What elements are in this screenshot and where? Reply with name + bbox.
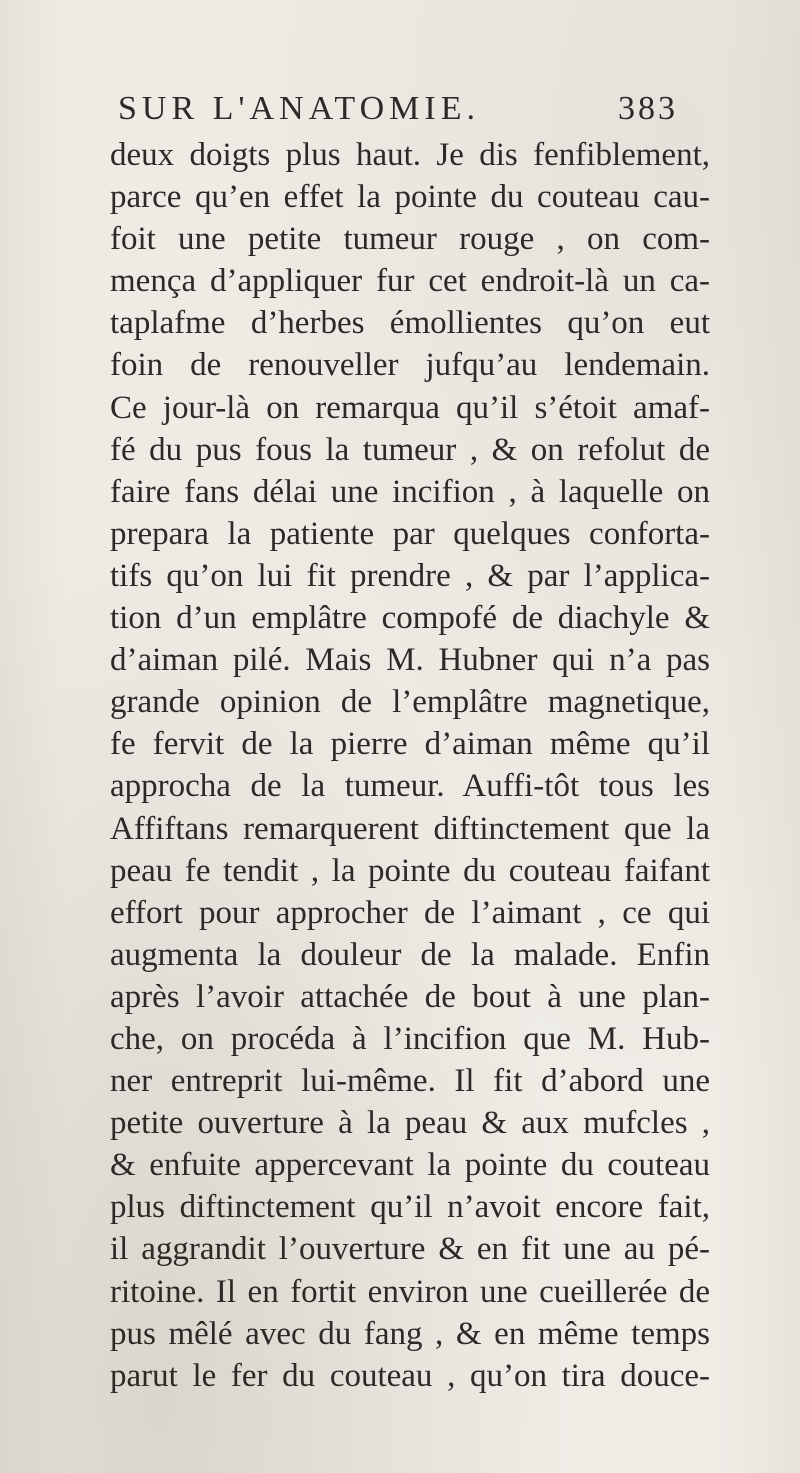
text-line: taplafme d’herbes émollientes qu’on eut — [110, 305, 710, 342]
text-line: & enfuite appercevant la pointe du couteau — [110, 1147, 710, 1184]
text-line: parce qu’en effet la pointe du couteau cau- — [110, 179, 710, 216]
text-line: foin de renouveller jufqu’au lendemain. — [110, 347, 710, 384]
text-line: effort pour approcher de l’aimant , ce qui — [110, 894, 710, 931]
text-line: Affiftans remarquerent diftinctement que la — [110, 810, 710, 847]
text-line: mença d’appliquer fur cet endroit-là un ca- — [110, 263, 710, 300]
page-header — [118, 90, 678, 136]
text-line: ner entreprit lui-même. Il fit d’abord une — [110, 1063, 710, 1100]
text-line: plus diftinctement qu’il n’avoit encore fait, — [110, 1189, 710, 1226]
text-line: tion d’un emplâtre compofé de diachyle & — [110, 600, 710, 637]
text-line: faire fans délai une incifion , à laquelle on — [110, 473, 710, 510]
text-line: ritoine. Il en fortit environ une cueillerée de — [110, 1273, 710, 1310]
text-line: peau fe tendit , la pointe du couteau faifant — [110, 852, 710, 889]
text-line: fé du pus fous la tumeur , & on refolut de — [110, 431, 710, 468]
text-line: après l’avoir attachée de bout à une plan- — [110, 978, 710, 1015]
text-line: approcha de la tumeur. Auffi-tôt tous les — [110, 768, 710, 805]
text-line: augmenta la douleur de la malade. Enfin — [110, 936, 710, 973]
text-line: parut le fer du couteau , qu’on tira douce- — [110, 1357, 710, 1394]
text-line: fe fervit de la pierre d’aiman même qu’il — [110, 726, 710, 763]
text-line: prepara la patiente par quelques conforta- — [110, 515, 710, 552]
text-line: d’aiman pilé. Mais M. Hubner qui n’a pas — [110, 642, 710, 679]
body-text — [110, 134, 710, 1397]
text-line: pus mêlé avec du fang , & en même temps — [110, 1315, 710, 1352]
text-line: Ce jour-là on remarqua qu’il s’étoit amaf- — [110, 389, 710, 426]
text-line: petite ouverture à la peau & aux mufcles , — [110, 1105, 710, 1142]
page-number: 383 — [618, 90, 678, 127]
text-line: tifs qu’on lui fit prendre , & par l’applica- — [110, 557, 710, 594]
text-line: che, on procéda à l’incifion que M. Hub- — [110, 1020, 710, 1057]
text-line: il aggrandit l’ouverture & en fit une au pé- — [110, 1231, 710, 1268]
text-line: foit une petite tumeur rouge , on com- — [110, 221, 710, 258]
running-title: SUR L'ANATOMIE. — [118, 90, 480, 127]
text-line: grande opinion de l’emplâtre magnetique, — [110, 684, 710, 721]
text-line: deux doigts plus haut. Je dis fenfiblement, — [110, 137, 710, 173]
